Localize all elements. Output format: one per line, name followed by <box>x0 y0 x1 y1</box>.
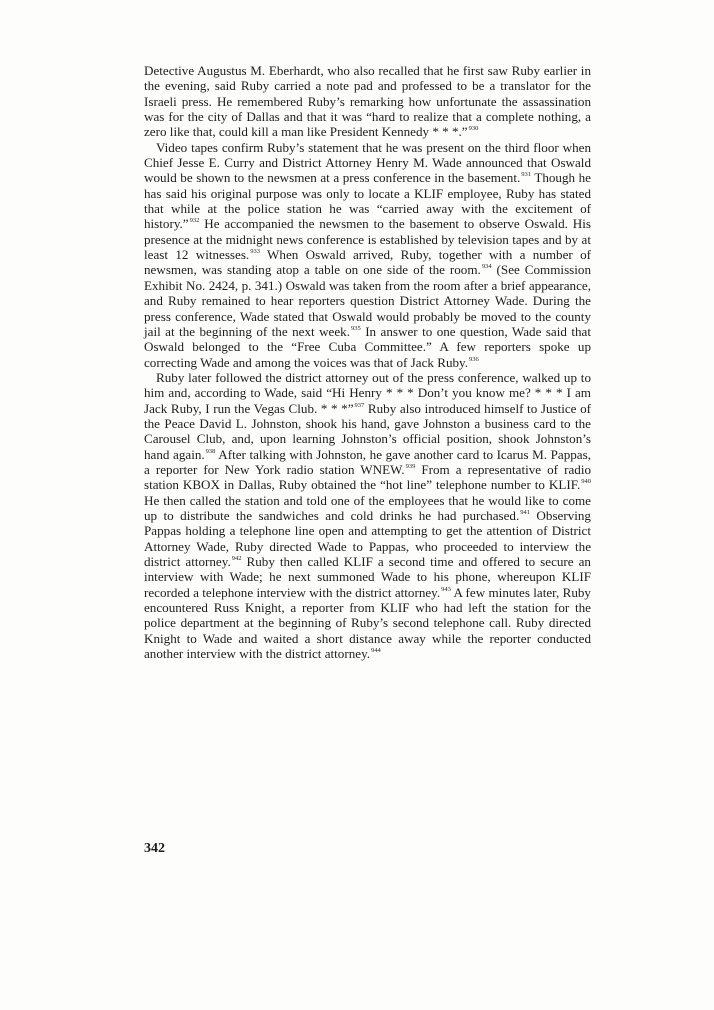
footnote-marker: 940 <box>581 478 591 486</box>
text-run: He accompanied the newsmen to the basement to observe Oswald. His presence at the midnight news conference is established by television tapes and by at least 12 witnesses. <box>144 216 591 263</box>
footnote-marker: 931 <box>521 171 531 179</box>
page-number: 342 <box>144 841 165 856</box>
text-run: Though he has said his original purpose was only to locate a KLIF employee, Ruby has stated that while at the police station he was “carried away with the excitement of history.” <box>144 170 591 232</box>
text-run: Ruby also introduced himself to Justice of the Peace David L. Johnston, shook his hand, gave Johnston a business card to the Carousel Club, and, upon learning Johnston’s official position, shook Johnston’s hand again. <box>144 400 591 462</box>
paragraph <box>144 370 591 662</box>
footnote-marker: 938 <box>205 447 216 455</box>
body-text <box>144 63 591 661</box>
text-run: Detective Augustus M. Eberhardt, who also recalled that he first saw Ruby earlier in the evening, said Ruby carried a note pad and professed to be a translator for the Israeli press. He remembered Ruby’s remarking how unfortunate the assassination was for the city of Dallas and that it was “hard to realize that a complete nothing, a zero like that, could kill a man like President Kennedy * * *.” <box>144 63 591 140</box>
footnote-marker: 942 <box>231 555 242 562</box>
footnote-marker: 943 <box>441 585 451 593</box>
text-run: Ruby later followed the district attorney out of the press conference, walked up to him and, according to Wade, said “Hi Henry * * * Don’t you know me? * * * I am Jack Ruby, I run the Vegas Club. * * *” <box>144 369 591 416</box>
footnote-marker: 937 <box>354 401 365 409</box>
footnote-marker: 939 <box>405 462 416 470</box>
footnote-marker: 944 <box>371 647 381 655</box>
text-run: A few minutes later, Ruby encountered Russ Knight, a reporter from KLIF who had left the station for the police department at the beginning of Ruby’s second telephone call. Ruby directed Knight to Wade and waited a short distance away while the reporter conducted another interview with the district attorney. <box>144 584 591 662</box>
text-run: He then called the station and told one of the employees that he would like to come up to distribute the sandwiches and cold drinks he had purchased. <box>144 492 591 523</box>
text-run: In answer to one question, Wade said that Oswald belonged to the “Free Cuba Committee.” A few reporters spoke up correcting Wade and among the voices was that of Jack Ruby. <box>144 323 591 370</box>
footnote-marker: 935 <box>351 324 361 332</box>
text-run: Ruby then called KLIF a second time and offered to secure an interview with Wade; he next summoned Wade to his phone, whereupon KLIF recorded a telephone interview with the district attorney. <box>144 554 591 600</box>
footnote-marker: 934 <box>481 263 492 271</box>
footnote-marker: 941 <box>520 508 530 516</box>
footnote-marker: 933 <box>250 248 260 256</box>
paragraph <box>144 140 591 370</box>
footnote-marker: 936 <box>469 355 479 363</box>
text-run: (See Commission Exhibit No. 2424, p. 341.) Oswald was taken from the room after a brief appearance, and Ruby remained to hear reporters question District Attorney Wade. During the press conference, Wade stated that Oswald would probably be moved to the county jail at the beginning of the next week. <box>144 262 591 339</box>
text-run: After talking with Johnston, he gave another card to Icarus M. Pappas, a reporter for New York radio station WNEW. <box>144 446 591 477</box>
text-run: When Oswald arrived, Ruby, together with a number of newsmen, was standing atop a table on one side of the room. <box>144 247 591 278</box>
text-run: From a representative of radio station KBOX in Dallas, Ruby obtained the “hot line” telephone number to KLIF. <box>144 461 592 493</box>
text-run: Video tapes confirm Ruby’s statement that he was present on the third floor when Chief Jesse E. Curry and District Attorney Henry M. Wade announced that Oswald would be shown to the newsmen at a press conference in the basement. <box>144 139 591 186</box>
paragraph <box>144 63 591 140</box>
footnote-marker: 930 <box>468 125 479 133</box>
text-run: Observing Pappas holding a telephone line open and attempting to get the attention of District Attorney Wade, Ruby directed Wade to Pappas, who proceeded to interview the district attorney. <box>144 507 591 569</box>
footnote-marker: 932 <box>189 217 200 225</box>
